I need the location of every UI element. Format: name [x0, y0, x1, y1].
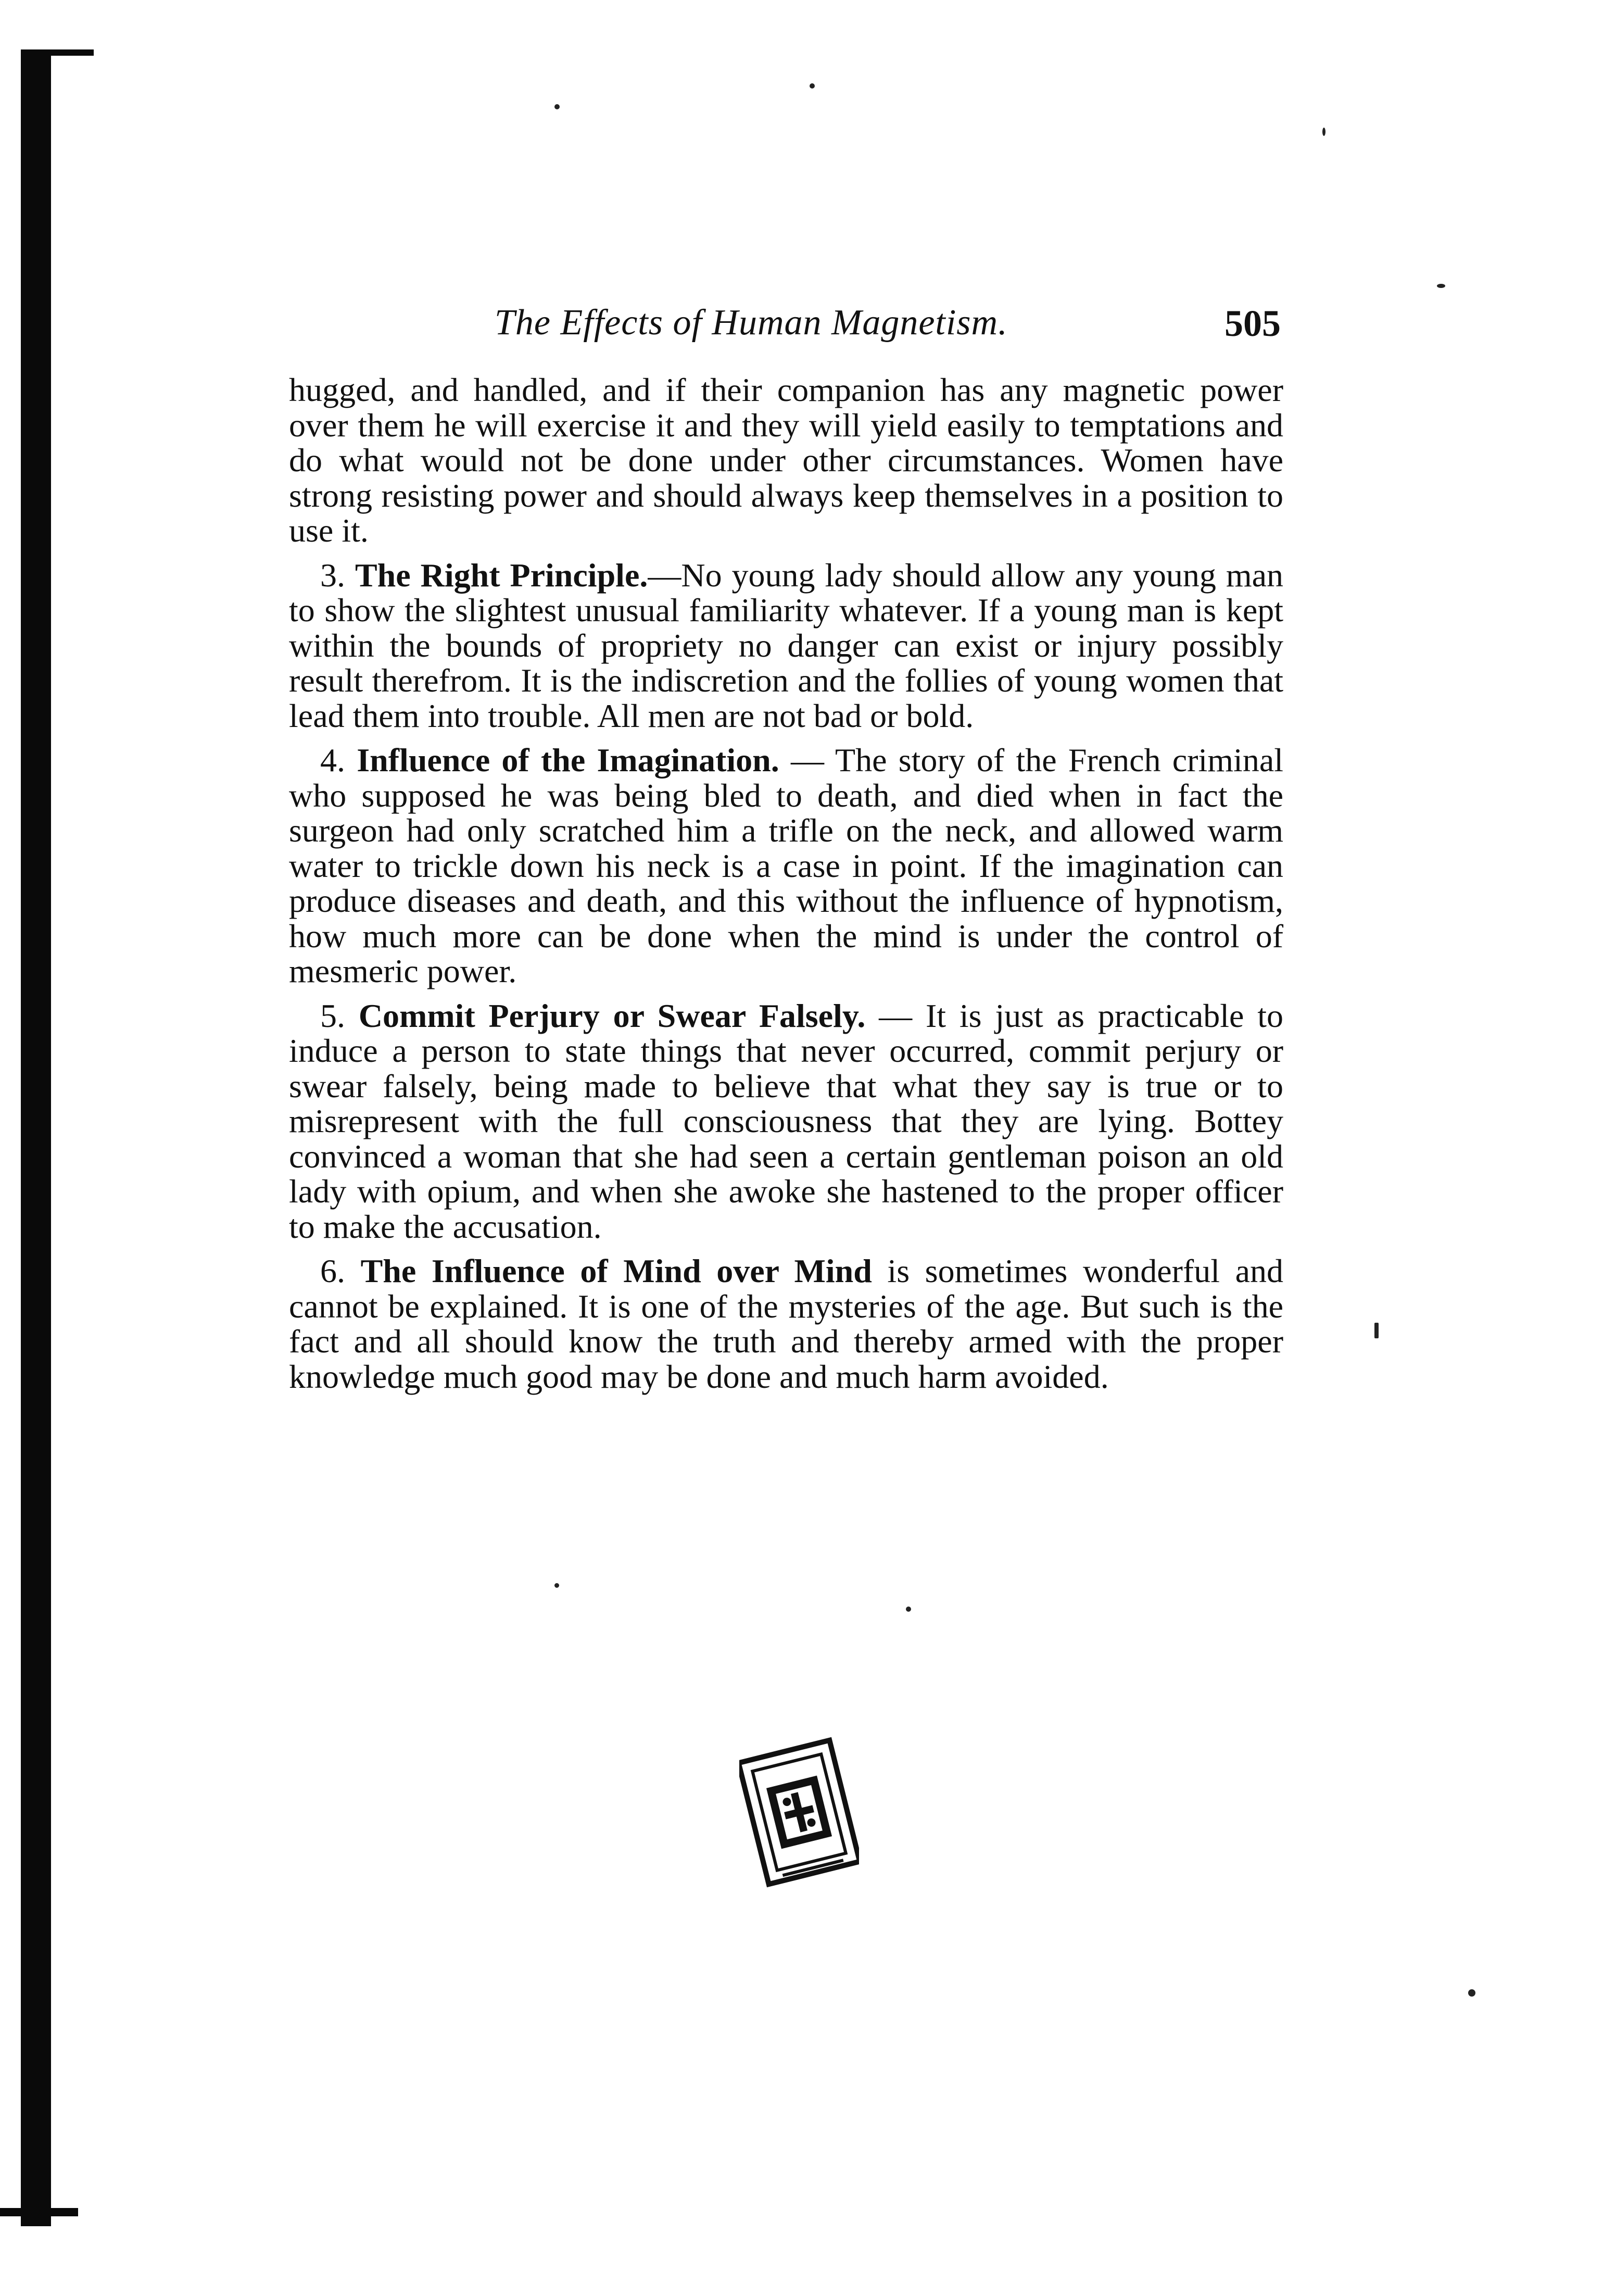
paragraph-continuation: [289, 372, 1283, 548]
scan-speck: [554, 104, 560, 109]
paragraph-imagination: [289, 743, 1283, 989]
scan-speck: [906, 1607, 911, 1612]
book-spine-foot: [0, 2208, 78, 2216]
paragraph-mind-over-mind: [289, 1253, 1283, 1394]
page-number: 505: [1224, 303, 1281, 344]
paragraph-number: 3.: [320, 556, 345, 594]
paragraph-text: —No young lady should allow any young man to show the slightest unusual familiarity whatever. If a young man is kept within the bounds of propriety no danger can exist or injury possibly result therefrom. It is the indiscretion and the follies of young women that lead them into trouble. All men are not bad or bold.: [289, 556, 1283, 734]
scan-speck: [554, 1583, 559, 1588]
running-title: The Effects of Human Magnetism.: [495, 303, 1008, 343]
paragraph-text: — It is just as practicable to induce a person to state things that never occurred, commit perjury or swear falsely, being made to believe that what they say is true or to misrepresent with the full consciousness that they are lying. Bottey convinced a woman that she had seen a certain gentleman poison an old lady with opium, and when she awoke she hastened to the proper officer to make the accusation.: [289, 997, 1284, 1245]
paragraph-heading: Influence of the Imagination.: [357, 742, 779, 779]
paragraph-number: 5.: [320, 997, 345, 1034]
page-header: [292, 302, 1281, 349]
printers-ornament-icon: [739, 1737, 859, 1888]
scan-speck: [1322, 128, 1325, 136]
scan-speck: [1437, 284, 1445, 288]
body-text: [289, 372, 1283, 1403]
paragraph-text: is sometimes wonderful and cannot be explained. It is one of the mysteries of the age. But such is the fact and all should know the truth and thereby armed with the proper knowledge much good may be done and much harm avoided.: [289, 1252, 1284, 1395]
paragraph-heading: The Influence of Mind over Mind: [360, 1252, 872, 1289]
paragraph-perjury: [289, 998, 1283, 1245]
paragraph-right-principle: [289, 558, 1283, 734]
paragraph-number: 4.: [320, 742, 345, 779]
paragraph-heading: The Right Principle.: [355, 556, 648, 594]
paragraph-heading: Commit Perjury or Swear Falsely.: [358, 997, 866, 1034]
scan-speck: [1374, 1323, 1379, 1338]
scan-speck: [1468, 1989, 1475, 1997]
paragraph-text: — The story of the French criminal who supposed he was being bled to death, and died when in fact the surgeon had only scratched him a trifle on the neck, and allowed warm water to trickle down his neck is a case in point. If the imagination can produce diseases and death, and this without the influence of hypnotism, how much more can be done when the mind is under the control of mesmeric power.: [289, 742, 1284, 989]
book-spine-edge: [21, 49, 51, 2226]
paragraph-text: hugged, and handled, and if their companion has any magnetic power over them he will exercise it and they will yield easily to temptations and do what would not be done under other circumstances. Women have strong resisting power and should always keep themselves in a position to use it.: [289, 371, 1283, 549]
scan-speck: [810, 83, 815, 89]
paragraph-number: 6.: [320, 1252, 345, 1289]
book-spine-top: [21, 49, 94, 56]
